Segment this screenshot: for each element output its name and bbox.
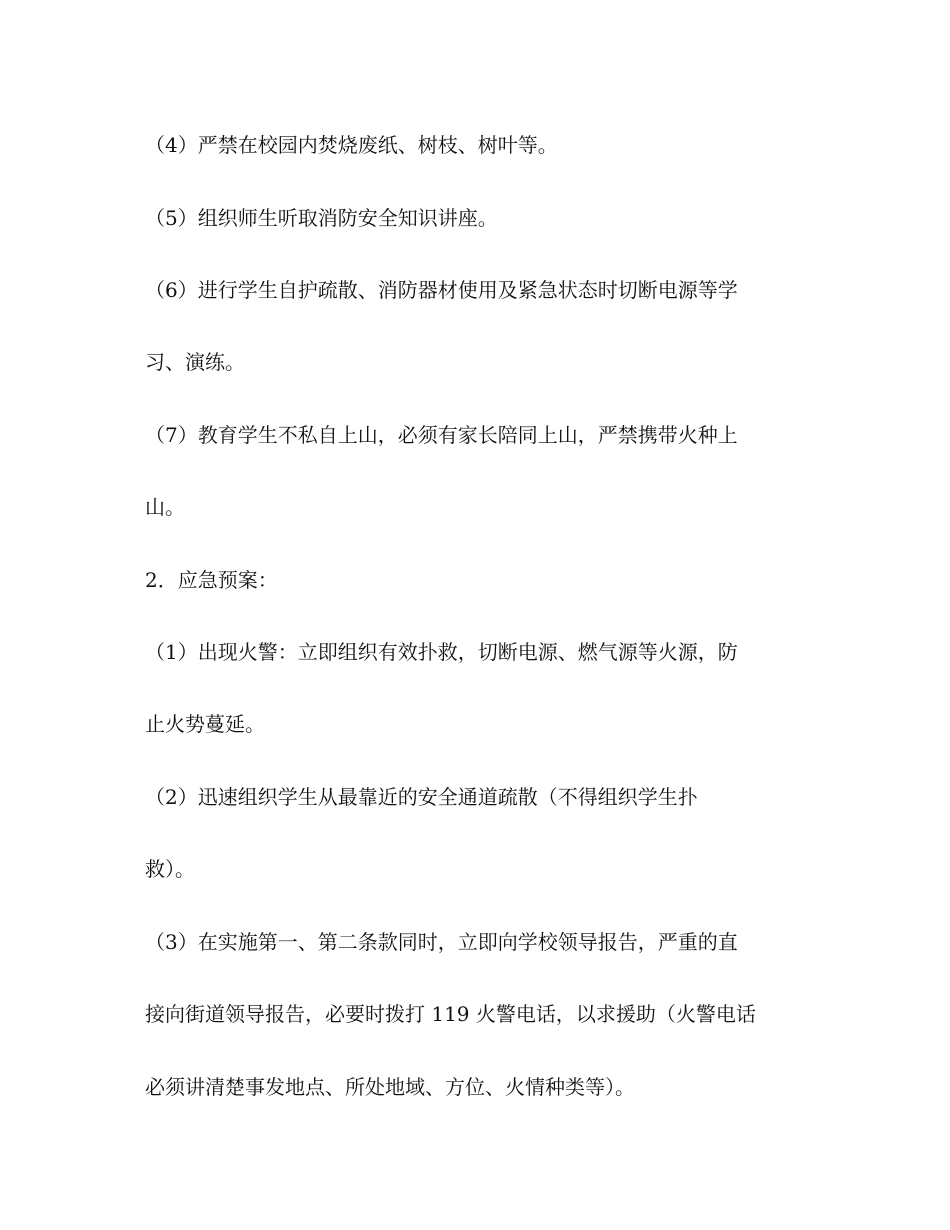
section-heading: 2．应急预案： (145, 568, 278, 592)
paragraph-line: （5）组织师生听取消防安全知识讲座。 (145, 206, 498, 230)
paragraph-line: 习、演练。 (145, 350, 245, 374)
paragraph-line: （6）进行学生自护疏散、消防器材使用及紧急状态时切断电源等学 (145, 278, 738, 302)
paragraph-line: 接向街道领导报告，必要时拨打 119 火警电话，以求援助（火警电话 (145, 1002, 756, 1026)
paragraph-line: 山。 (145, 495, 185, 519)
paragraph-line: （1）出现火警：立即组织有效扑救，切断电源、燃气源等火源，防 (145, 640, 738, 664)
paragraph-line: 止火势蔓延。 (145, 712, 265, 736)
paragraph-line: （3）在实施第一、第二条款同时，立即向学校领导报告，严重的直 (145, 930, 738, 954)
paragraph-line: （4）严禁在校园内焚烧废纸、树枝、树叶等。 (145, 133, 558, 157)
paragraph-line: （2）迅速组织学生从最靠近的安全通道疏散（不得组织学生扑 (145, 785, 698, 809)
paragraph-line: 必须讲清楚事发地点、所处地域、方位、火情种类等）。 (145, 1075, 635, 1099)
paragraph-line: 救）。 (145, 857, 195, 881)
paragraph-line: （7）教育学生不私自上山，必须有家长陪同上山，严禁携带火种上 (145, 423, 738, 447)
